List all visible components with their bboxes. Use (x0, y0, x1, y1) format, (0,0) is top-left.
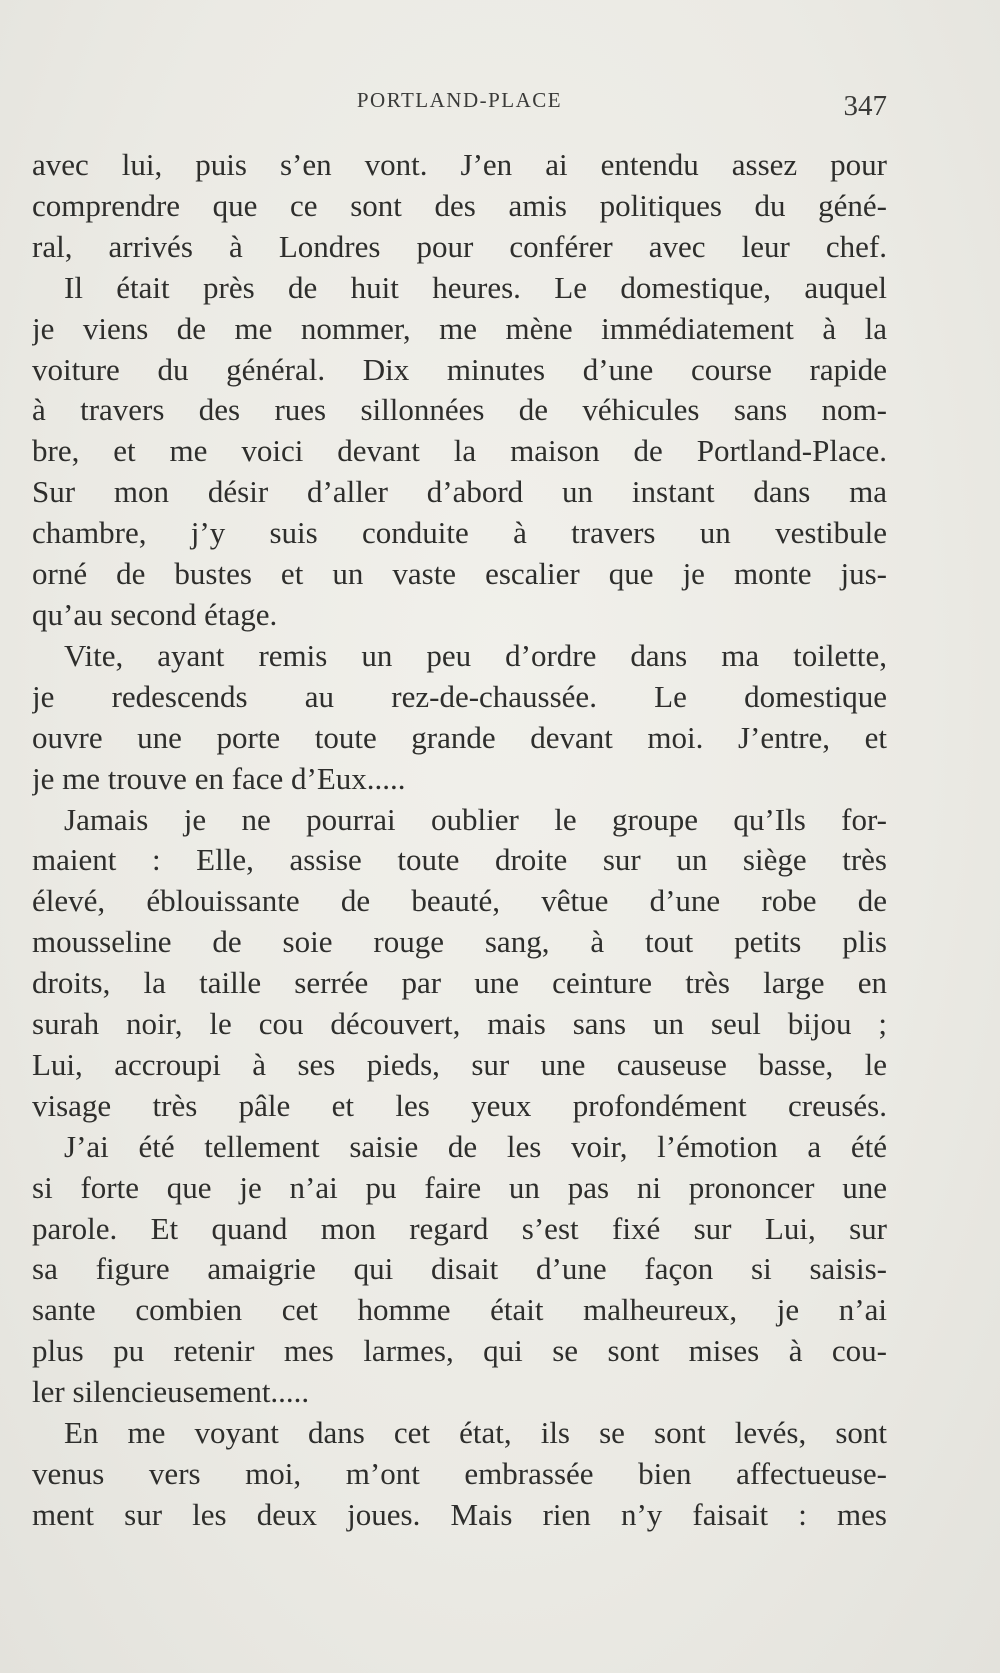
text-line: sante combien cet homme était malheureux, je n’ai (32, 1292, 887, 1328)
text-line: je redescends au rez-de-chaussée. Le domestique (32, 678, 887, 714)
text-line: Lui, accroupi à ses pieds, sur une causeuse basse, le (32, 1046, 887, 1082)
text-line: Sur mon désir d’aller d’abord un instant dans ma (32, 474, 887, 510)
text-line: droits, la taille serrée par une ceinture très large en (32, 965, 887, 1001)
text-line: Vite, ayant remis un peu d’ordre dans ma toilette, (64, 637, 887, 673)
text-line: voiture du général. Dix minutes d’une course rapide (32, 351, 887, 387)
text-line: Il était près de huit heures. Le domestique, auquel (64, 269, 887, 305)
text-line: orné de bustes et un vaste escalier que je monte jus- (32, 556, 887, 592)
text-line: maient : Elle, assise toute droite sur un siège très (32, 842, 887, 878)
text-line: bre, et me voici devant la maison de Portland-Place. (32, 433, 887, 469)
text-line: ral, arrivés à Londres pour conférer avec leur chef. (32, 228, 887, 264)
text-line: avec lui, puis s’en vont. J’en ai entendu assez pour (32, 147, 887, 182)
text-line: chambre, j’y suis conduite à travers un vestibule (32, 515, 887, 551)
text-line: qu’au second étage. (32, 596, 278, 632)
text-line: si forte que je n’ai pu faire un pas ni prononcer une (32, 1169, 887, 1205)
text-line: visage très pâle et les yeux profondément creusés. (32, 1087, 887, 1123)
page-number: 347 (843, 90, 887, 122)
text-line: je me trouve en face d’Eux..... (32, 760, 406, 796)
text-line: ler silencieusement..... (32, 1374, 310, 1410)
body-text (32, 145, 887, 1536)
text-line: J’ai été tellement saisie de les voir, l’émotion a été (64, 1128, 887, 1164)
text-line: parole. Et quand mon regard s’est fixé sur Lui, sur (32, 1210, 887, 1246)
text-line: venus vers moi, m’ont embrassée bien affectueuse- (32, 1456, 887, 1491)
text-line: ment sur les deux joues. Mais rien n’y faisait : mes (32, 1496, 887, 1532)
text-line: Jamais je ne pourrai oublier le groupe qu’Ils for- (64, 801, 887, 837)
text-line: surah noir, le cou découvert, mais sans un seul bijou ; (32, 1006, 887, 1042)
text-line: à travers des rues sillonnées de véhicules sans nom- (32, 392, 887, 428)
text-line: ouvre une porte toute grande devant moi. J’entre, et (32, 719, 887, 755)
running-title: PORTLAND-PLACE (356, 88, 563, 112)
text-line: plus pu retenir mes larmes, qui se sont mises à cou- (32, 1333, 887, 1369)
text-line: élevé, éblouissante de beauté, vêtue d’une robe de (32, 883, 887, 919)
page-header (32, 80, 887, 120)
text-line: je viens de me nommer, me mène immédiatement à la (32, 310, 887, 346)
text-line: mousseline de soie rouge sang, à tout petits plis (32, 924, 887, 960)
text-line: sa figure amaigrie qui disait d’une façon si saisis- (32, 1251, 887, 1287)
text-line: En me voyant dans cet état, ils se sont levés, sont (64, 1415, 887, 1451)
text-line: comprendre que ce sont des amis politiques du géné- (32, 187, 887, 223)
